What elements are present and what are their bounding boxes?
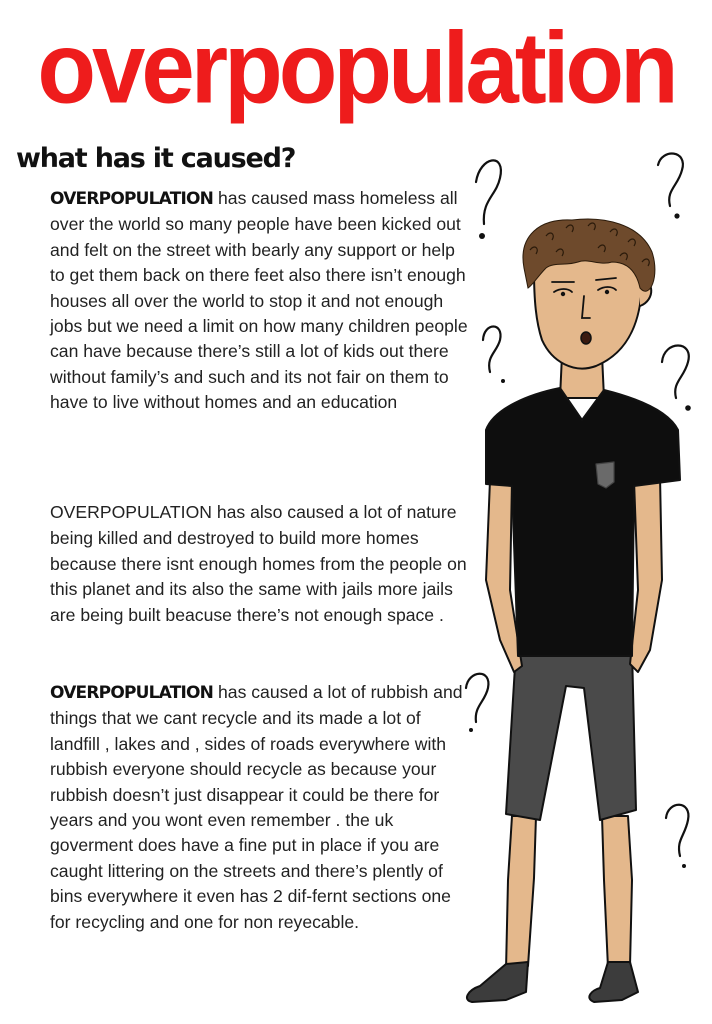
paragraph-text: has caused mass homeless all over the world so many people have been kicked out and felt on the street with bearly any support or help to get them back on there feet also there isn’t enough houses all over the world to stop it and not enough jobs but we need a limit on how many children people can have because there’s still a lot of kids out there without family’s and such and its not fair on them to have to live without homes and an education [50,188,468,413]
question-mark-icon [662,346,691,411]
question-mark-icon [476,160,501,239]
left-shoe [467,962,528,1002]
paragraph-lead: OVERPOPULATION [50,683,214,703]
confused-person-illustration [450,140,712,1024]
question-mark-icon [658,154,683,219]
paragraph-lead: OVERPOPULATION [50,189,214,209]
question-mark-icon [466,674,488,732]
shirt-pocket [596,462,614,488]
right-leg [602,816,632,968]
page-title: overpopulation [37,12,675,125]
section-heading: what has it caused? [16,143,296,174]
question-mark-icon [666,805,688,868]
question-mark-icon [483,327,505,384]
paragraph-text: OVERPOPULATION has also caused a lot of nature being killed and destroyed to build more homes because there isnt enough homes from the people on this planet and its also the same with jails more jails are being built beacuse there’s not enough space . [50,502,467,625]
shorts [506,650,636,820]
mouth [581,332,591,344]
right-arm [630,476,662,672]
left-leg [506,816,536,970]
paragraph-text: has caused a lot of rubbish and things that we cant recycle and its made a lot of landfill , lakes and , sides of roads everywhere with rubbish everyone should recycle as because your rubbish doesn’t just disappear it could be there for years and you wont even remember . the uk goverment does have a fine put in place if you are caught littering on the streets and there’s plently of bins everywhere it even has 2 dif-fernt sections one for recycling and one for non reyecable. [50,682,463,932]
paragraph-nature [50,500,470,628]
paragraph-rubbish [50,680,470,935]
paragraph-homelessness [50,186,470,416]
right-shoe [589,962,638,1002]
